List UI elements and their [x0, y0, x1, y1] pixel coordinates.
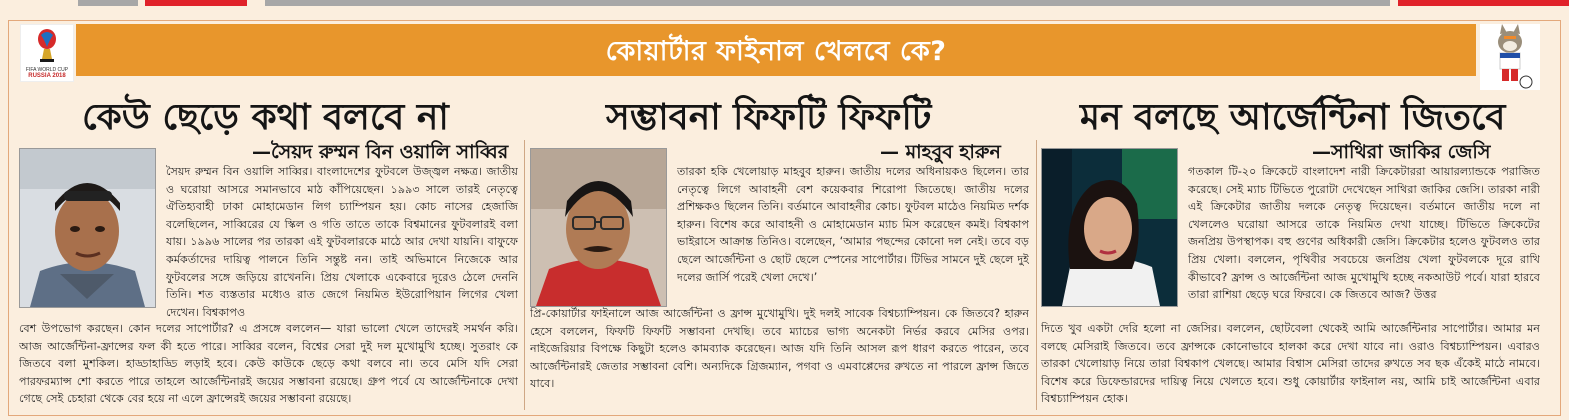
- photo-col1: [19, 148, 156, 308]
- zabivaka-mascot-icon: [1480, 24, 1540, 90]
- headline-col1: কেউ ছেড়ে কথা বলবে না: [82, 97, 449, 138]
- col3-full-text: দিতে খুব একটা দেরি হলো না জেসির। বললেন, ছোটবেলা থেকেই আমি আর্জেন্টিনার সাপোর্টার। আমার মন বলছে মেসিরাই জিতবে। তবে ফ্রান্সকে কোনোভাবে হালকা করে দেখা যাবে না। ওরাও বিশ্বচ্যাম্পিয়ন। এবারও তারকা খেলোয়াড় নিয়ে তারা বিশ্বকাপ খেলছে। আমার বিশ্বাস মেসিরা তাদের রুখতে সব ছক এঁকেই মাঠে নামবে। বিশেষ করে ডিফেন্ডারদের দায়িত্ব নিয়ে খেলতে হবে। শুধু কোয়ার্টার ফাইনাল নয়, আমি চাই আর্জেন্টিনা এবার বিশ্বচ্যাম্পিয়ন হোক।: [1041, 322, 1540, 406]
- column-divider: [524, 140, 525, 410]
- byline-col3: —সাথিরা জাকির জেসি: [1312, 141, 1491, 163]
- portrait-icon: [1042, 149, 1177, 306]
- col3-side-paragraph: [1188, 163, 1540, 319]
- portrait-icon: [531, 149, 666, 306]
- fifa-world-cup-logo: [20, 24, 74, 82]
- portrait-icon: [20, 149, 155, 307]
- top-color-strip: [0, 0, 1569, 6]
- col1-full-text: বেশ উপভোগ করছেন। কোন দলের সাপোর্টার? এ প্রসঙ্গে বললেন— যারা ভালো খেলে তাদেরই সমর্থন করি। আজ আর্জেন্টিনা-ফ্রান্সের ফল কী হতে পারে। সাব্বির বলেন, বিশ্বের সেরা দুই দল মুখোমুখি হচ্ছে। সুতরাং কে জিতবে বলা মুশকিল। হাড্ডাহাড্ডি লড়াই হবে। কেউ কাউকে ছেড়ে কথা বলবে না। তবে মেসি যদি সেরা পারফরম্যান্স শো করতে পারে তাহলে আর্জেন্টিনারই জয়ের সম্ভাবনা রয়েছে। গ্রুপ পর্বে যে আর্জেন্টিনাকে দেখা গেছে সেই চেহারা থেকে বের হয়ে না এলে ফ্রান্সেরই জয়ের সম্ভাবনা রয়েছে।: [19, 322, 518, 406]
- column-divider: [1036, 140, 1037, 410]
- banner-title: কোয়ার্টার ফাইনাল খেলবে কে?: [605, 36, 947, 67]
- col2-full-paragraph: [530, 305, 1029, 415]
- byline-col2: — মাহবুব হারুন: [880, 141, 1001, 163]
- photo-col2: [530, 148, 667, 307]
- col2-side-text: তারকা হকি খেলোয়াড় মাহবুব হারুন। জাতীয় দলের অধিনায়কও ছিলেন। তার নেতৃত্বে লিগে আবাহনী বেশ কয়েকবার শিরোপা জিতেছে। জাতীয় দলের প্রশিক্ষকও ছিলেন তিনি। বর্তমানে আবাহনীর কোচ। ফুটবল মাঠেও নিয়মিত দর্শক হারুন। বিশেষ করে আবাহনী ও মোহামেডান ম্যাচ মিস করেছেন কমই। বিশ্বকাপ ভাইরাসে আক্রান্ত তিনিও। বলেছেন, ‘আমার পছন্দের কোনো দল নেই। তবে বড় ছেলে আর্জেন্টিনা ও ছোট ছেলে স্পেনের সাপোর্টার। টিভির সামনে দুই ছেলে দুই দলের জার্সি পরেই খেলা দেখে।’: [677, 165, 1029, 284]
- headline-col2: সম্ভাবনা ফিফটি ফিফটি: [606, 97, 932, 138]
- section-banner: [76, 24, 1476, 76]
- col3-full-paragraph: [1041, 320, 1540, 415]
- logo-caption-line2: RUSSIA 2018: [28, 73, 66, 79]
- col2-full-text: প্রি-কোয়ার্টার ফাইনালে আজ আর্জেন্টিনা ও ফ্রান্স মুখোমুখি। দুই দলই সাবেক বিশ্বচ্যাম্পিয়ন। কে জিতবে? হারুন হেসে বললেন, ফিফটি ফিফটি সম্ভাবনা দেখছি। তবে ম্যাচের ভাগ্য অনেকটা নির্ভর করবে মেসির ওপর। নাইজেরিয়ার বিপক্ষে কিছুটা হলেও কামব্যাক করেছেন। আজ যদি তিনি আসল রূপ ধারণ করতে পারেন, তবে আর্জেন্টিনারই জেতার সম্ভাবনা বেশি। অন্যদিকে গ্রিজম্যান, পগবা ও এমবাপ্পেদের রুখতে না পারলে ফ্রান্স জিতে যাবে।: [530, 307, 1029, 391]
- col2-side-paragraph: [677, 163, 1029, 303]
- headline-col3: মন বলছে আর্জেন্টিনা জিতবে: [1080, 97, 1506, 138]
- photo-col3: [1041, 148, 1178, 307]
- col3-side-text: গতকাল টি-২০ ক্রিকেটে বাংলাদেশ নারী ক্রিকেটাররা আয়ারল্যান্ডকে পরাজিত করেছে। সেই ম্যাচ টিভিতে পুরোটা দেখেছেন সাথিরা জাকির জেসি। তারকা নারী এই ক্রিকেটার জাতীয় দলকে নেতৃত্ব দিয়েছেন। বর্তমানে জাতীয় দলে না খেললেও ঘরোয়া আসরে তাকে নিয়মিত দেখা যাচ্ছে। টিভিতে ক্রিকেটের জনপ্রিয় উপস্থাপক। বহু গুণের অধিকারী জেসি। ক্রিকেটার হলেও ফুটবলও তার প্রিয় খেলা। বললেন, পৃথিবীর সবচেয়ে জনপ্রিয় খেলা ফুটবলকে দূরে রাখি কীভাবে? ফ্রান্স ও আর্জেন্টিনা আজ মুখোমুখি হচ্ছে নকআউট পর্বে। যারা হারবে তারা রাশিয়া ছেড়ে ঘরে ফিরবে। কে জিতবে আজ? উত্তর: [1188, 165, 1540, 302]
- col1-side-text: সৈয়দ রুম্মন বিন ওয়ালি সাব্বির। বাংলাদেশের ফুটবলে উজ্জ্বল নক্ষত্র। জাতীয় ও ঘরোয়া আসরে সমানভাবে মাঠ কাঁপিয়েছেন। ১৯৯৩ সালে তারই নেতৃত্বে ঐতিহ্যবাহী ঢাকা মোহামেডান লিগ চ্যাম্পিয়ন হয়। কোচ নাসের হেজাজি বলেছিলেন, সাব্বিরের যে স্কিল ও গতি তাতে তাকে বিশ্বমানের ফুটবলারই বলা যায়। ১৯৯৬ সালের পর তারকা এই ফুটবলারকে মাঠে আর দেখা যায়নি। বাফুফে কর্মকর্তাদের দায়িত্ব পালনে তিনি সন্তুষ্ট নন। তাই অভিমানে নিজেকে আর ফুটবলের সঙ্গে জড়িয়ে রাখেননি। প্রিয় খেলাকে একেবারে দূরেও ঠেলে দেননি তিনি। শত ব্যস্ততার মধ্যেও রাত জেগে নিয়মিত ইউরোপিয়ান লিগের খেলা দেখেন। বিশ্বকাপও: [166, 165, 518, 319]
- byline-col1: —সৈয়দ রুম্মন বিন ওয়ালি সাব্বির: [252, 141, 509, 163]
- logo-caption-line1: FIFA WORLD CUP: [25, 67, 69, 73]
- col1-full-paragraph: [19, 320, 518, 415]
- world-cup-trophy-icon: [33, 27, 61, 63]
